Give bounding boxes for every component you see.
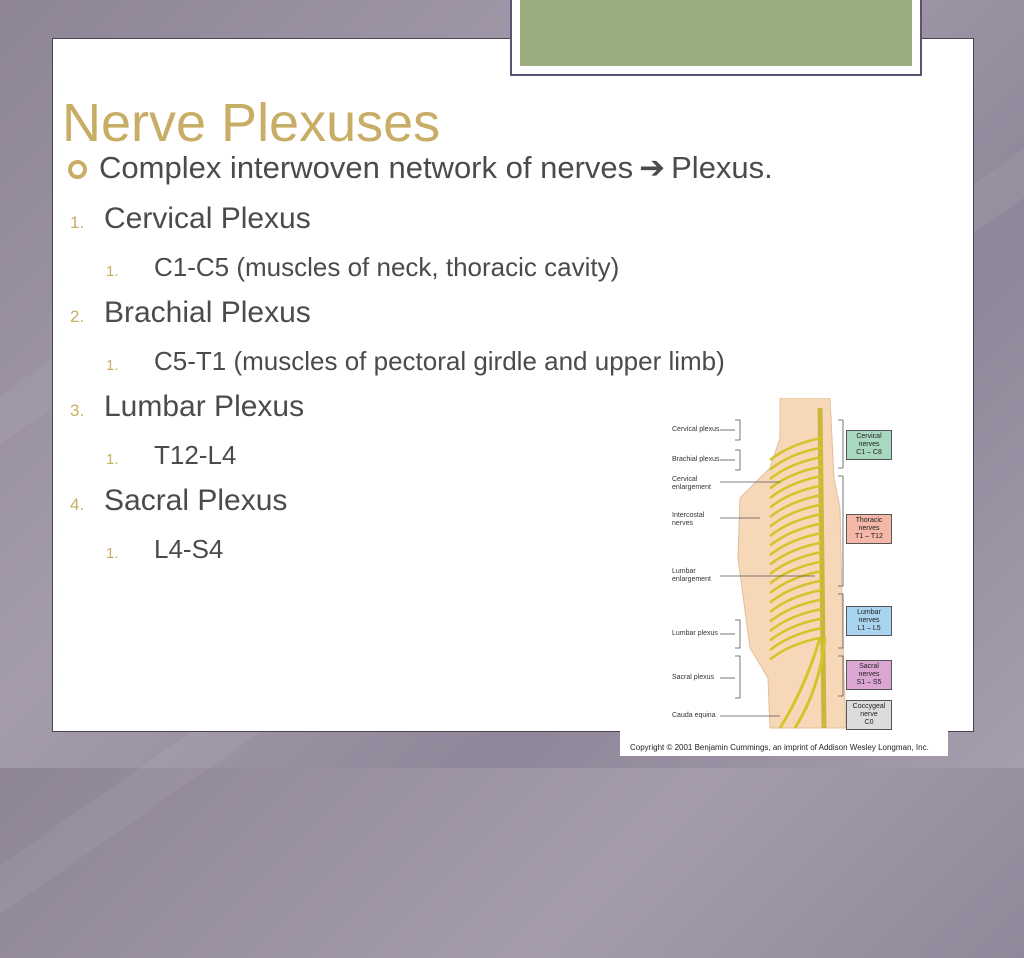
box-coccygeal-nerve <box>846 700 892 730</box>
item-label: Lumbar Plexus <box>104 390 305 423</box>
sub-number: 1. <box>106 451 119 468</box>
box-line: nerves <box>858 671 880 678</box>
sublist-item <box>106 346 725 377</box>
label-lumbar-enlargement <box>672 568 711 584</box>
sub-label: T12-L4 <box>154 440 237 470</box>
item-label: Brachial Plexus <box>104 296 311 329</box>
label-line: nerves <box>672 520 694 527</box>
sub-label: C1-C5 (muscles of neck, thoracic cavity) <box>154 252 620 282</box>
label-line: enlargement <box>672 576 711 583</box>
sub-label: C5-T1 (muscles of pectoral girdle and upper limb) <box>154 346 725 376</box>
item-number: 4. <box>70 495 85 514</box>
label-intercostal-nerves <box>672 512 704 528</box>
intro-bullet <box>68 150 773 186</box>
item-number: 2. <box>70 307 85 326</box>
label-line: Lumbar <box>672 568 696 575</box>
sub-number: 1. <box>106 545 119 562</box>
box-line: nerves <box>858 441 880 448</box>
figure-caption: Copyright © 2001 Benjamin Cummings, an imprint of Addison Wesley Longman, Inc. <box>630 743 929 752</box>
box-line: C0 <box>864 719 874 726</box>
box-line: nerve <box>860 711 878 718</box>
label-line: Intercostal <box>672 512 705 519</box>
spinal-nerves-figure <box>620 398 948 756</box>
bullet-ring-icon <box>68 160 87 179</box>
sublist-item <box>106 440 236 471</box>
accent-box <box>510 0 922 76</box>
intro-result: Plexus. <box>671 150 773 185</box>
box-line: S1 – S5 <box>856 679 882 686</box>
box-line: L1 – L5 <box>857 625 881 632</box>
box-line: Lumbar <box>857 609 881 616</box>
box-line: T1 – T12 <box>855 533 883 540</box>
sub-number: 1. <box>106 357 119 374</box>
item-label: Sacral Plexus <box>104 484 288 517</box>
list-item-brachial <box>70 296 311 330</box>
box-sacral-nerves <box>846 660 892 690</box>
list-item-lumbar <box>70 390 304 424</box>
label-cauda-equina: Cauda equina <box>672 712 716 719</box>
label-lumbar-plexus: Lumbar plexus <box>672 630 718 637</box>
box-cervical-nerves <box>846 430 892 460</box>
item-label: Cervical Plexus <box>104 202 311 235</box>
sub-label: L4-S4 <box>154 534 224 564</box>
label-line: enlargement <box>672 484 711 491</box>
label-cervical-plexus: Cervical plexus <box>672 426 720 433</box>
box-lumbar-nerves <box>846 606 892 636</box>
box-line: Coccygeal <box>852 703 886 710</box>
box-line: nerves <box>858 617 880 624</box>
box-line: C1 – C8 <box>856 449 882 456</box>
list-item-cervical <box>70 202 311 236</box>
accent-fill <box>520 0 912 66</box>
sublist-item <box>106 252 619 283</box>
sub-number: 1. <box>106 263 119 280</box>
intro-text: Complex interwoven network of nerves <box>99 150 634 185</box>
label-brachial-plexus: Brachial plexus <box>672 456 720 463</box>
box-line: Sacral <box>859 663 879 670</box>
sublist-item <box>106 534 223 565</box>
spine-illustration <box>620 398 948 756</box>
list-item-sacral <box>70 484 287 518</box>
box-thoracic-nerves <box>846 514 892 544</box>
label-cervical-enlargement <box>672 476 711 492</box>
box-line: nerves <box>858 525 880 532</box>
arrow-right-icon: ➔ <box>639 150 666 185</box>
item-number: 1. <box>70 213 85 232</box>
item-number: 3. <box>70 401 85 420</box>
label-line: Cervical <box>672 476 698 483</box>
box-line: Cervical <box>856 433 882 440</box>
label-sacral-plexus: Sacral plexus <box>672 674 715 681</box>
slide-title: Nerve Plexuses <box>62 93 441 153</box>
box-line: Thoracic <box>855 517 883 524</box>
